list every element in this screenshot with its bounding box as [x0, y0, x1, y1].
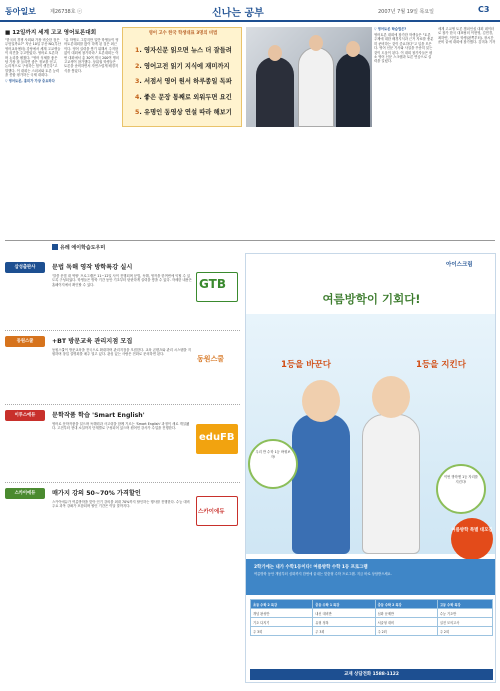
ad-slogan-right: 1등을 지킨다 — [416, 360, 466, 370]
table-header-cell: 중등 수학 1 특강 — [313, 600, 375, 609]
table-header-row — [251, 600, 493, 609]
ad-slogan-left: 1등을 바꾼다 — [281, 360, 331, 370]
listing-tag: 이투스에듀 — [5, 410, 45, 421]
table-cell: 기초 다지기 — [251, 618, 313, 627]
article-column-2 — [64, 38, 120, 238]
table-row — [251, 618, 493, 627]
listing-separator — [5, 482, 240, 483]
table-row — [251, 609, 493, 618]
eduf-logo: eduFB — [196, 424, 238, 454]
ad-course-table — [250, 599, 493, 636]
person-face — [268, 45, 282, 61]
person-face — [309, 35, 323, 51]
listing-separator — [5, 404, 240, 405]
masthead — [0, 0, 500, 22]
ad-phone-bar: 교재 상담전화 1588-1122 — [250, 669, 493, 680]
table-cell: 실전 모의고사 — [437, 618, 492, 627]
ad-illustration — [246, 314, 496, 554]
ad-brand-logo: 아이스크림 — [446, 262, 473, 268]
listing-body: 스카이에듀가 여름방학을 맞아 인기 강의를 최대 70%까지 할인하는 행사를 진행한다. 수능 대비 주요 과목 강좌가 포함되며 할인 기간은 이달 말까지다. — [52, 500, 190, 509]
article-column-1 — [5, 38, 61, 238]
article-paragraph: 영어토론 대회에 참가한 학생들은 "토론 주제에 대한 배경지식과 근거 자료를 충분히 준비하는 것이 중요하다"고 입을 모은다. 영어 신문 기사와 사설을 꾸준히 읽는 것이 도움이 된다. 이 대회 참가자들은 평소 영어 신문 스크랩과 토론 연습으로 실력을 길렀다. — [374, 32, 434, 64]
table-header-cell: 고등 수학 특강 — [437, 600, 492, 609]
students-photo — [246, 27, 372, 127]
listing-title: 문학작품 학습 'Smart English' — [52, 412, 145, 419]
listing-body: 동원스쿨이 방문교육을 전국으로 확대하며 관리지점을 모집한다. 교육 콘텐츠와 관리 시스템을 지원하며 창업 설명회를 매주 열고 있다. 관심 있는 사람은 전화로 문의하면 된다. — [52, 348, 191, 357]
person-figure — [256, 57, 294, 127]
table-cell: 주 3회 — [251, 627, 313, 636]
table-cell: 개념 완성반 — [251, 609, 313, 618]
listing-body: 영어로 문학작품을 읽으며 독해력과 사고력을 함께 기르는 'Smart English' 과정이 새로 개설됐다. 고전부터 현대 소설까지 단계별로 구성되어 있으며 원어민 강사가 수업을 진행한다. — [52, 422, 190, 431]
listing-separator — [5, 330, 240, 331]
listing-title: 문법 독해 영작 방학특강 실시 — [52, 264, 133, 271]
listing-body: '말씀 문법 대 역할' 프로그램은 11~12일 사이 진행되며 문법, 독해, 영작을 한꺼번에 익힐 수 있도록 구성되었다. 학생들은 방학 기간 동안 기초부터 탄탄하게 실력을 쌓을 수 있다. 자세한 내용은 홈페이지에서 확인할 수 있다. — [52, 274, 192, 287]
issue-date: 2007년 7월 19일 목요일 — [378, 9, 435, 15]
section-marker-icon — [52, 244, 58, 250]
ad-band-title: 2학기에는 내가 수학1등이다! 여름방학 수학 1등 프로그램 — [254, 565, 368, 570]
boy-left-face — [302, 380, 340, 422]
listing-title: +BT 방문교육 관리지점 모집 — [52, 338, 133, 345]
ad-promo-badge: 여름방학 특별 대모집 — [451, 518, 493, 560]
skyedu-logo: 스카이에듀 — [196, 496, 238, 526]
tip-item: 2. 영어고전 읽기 지식에 재미까지 — [135, 62, 230, 70]
ad-headline: 여름방학이 기회다! — [322, 292, 421, 306]
article-paragraph: "한국의 경쟁 사회와 가장 비슷한 점은 무엇일까요?" 지난 10일 부산 NC(부산 영어교육센터) 강당에서 세계 고교생들이 의견을 주고받았다. 영어로 토론하며 논리를 펼쳤다. "영어 식체를 좋은 답 가장 잘 들리면 좋은 정보를 얻고, 논리적으로 구성하는 힘이 생긴다"고 말했다. 이 대회는 스피치와 토론 능력을 종합 평가하는 국제 대회다. — [5, 38, 61, 78]
table-cell: 수능 기초반 — [437, 609, 492, 618]
table-cell: 주 3회 — [313, 627, 375, 636]
boy-right-figure — [362, 414, 420, 554]
page-number: C3 — [478, 5, 490, 14]
paper-name: 동아일보 — [5, 7, 36, 16]
article-subhead: ▽ 영어토론, 흥미가 가장 중요하다 — [5, 79, 55, 84]
ad-info-band — [246, 559, 496, 595]
article-subhead: ▽ 영어토론 학습법은? — [374, 27, 407, 31]
gtb-logo: GTB — [196, 272, 238, 302]
tips-list — [135, 43, 232, 121]
table-header-cell: 초등 수학 2 특강 — [251, 600, 313, 609]
table-header-cell: 중등 수학 2 특강 — [375, 600, 437, 609]
table-cell: 서술형 대비 — [375, 618, 437, 627]
ad-band-body: 여름방학 동안 개념부터 심화까지 한번에 끝내는 맞춤형 수학 프로그램. 지금 바로 상담받으세요. — [254, 572, 392, 576]
tip-item: 4. 좋은 문장 통째로 외워두면 요긴 — [135, 93, 232, 101]
tip-item: 1. 영자신문 읽으면 뉴스 더 잘들려 — [135, 47, 232, 54]
dongwon-school-logo: 동원스쿨 — [196, 346, 238, 376]
boy-left-figure — [292, 414, 350, 554]
tips-callout — [122, 27, 242, 127]
article-paragraph: "유 학생도 그렇지만 일반 학생들이 영어토론대회를 많이 하게 된 것은 최근이다. 영어 실력을 쌓기 위해서 주저함 없이 대회에 참가하라." 토론대회는 이번 대회에서 총 30여 개국 200여 명의 고교생이 참가했다. 상위권 학생들은 토론을 준비하면서 자연스럽게 배경지식을 쌓았다. — [64, 38, 119, 73]
section-title: 신나는 공부 — [212, 8, 264, 19]
ad-header — [246, 254, 496, 282]
table-cell: 주 2회 — [375, 627, 437, 636]
issue-number: 제26738호 ⓒ — [50, 9, 83, 15]
person-figure — [298, 47, 334, 127]
table-cell: 유형 정복 — [313, 618, 375, 627]
article-headline: ■ 12일까지 세계 고교 영어토론대회 — [5, 30, 97, 36]
callout-title: 영어 고수 한국 학생대표 3명의 비법 — [148, 31, 218, 36]
listing-title: 매가지 강의 50~70% 가격할인 — [52, 490, 141, 497]
table-cell: 주 2회 — [437, 627, 492, 636]
ad-bubble-left: 우리 반 수학 1등 바꿔보자! — [248, 439, 298, 489]
photo-caption: 세계 고교생 토론 챔피언십 대회 데이터로 참가 한국 대표팀의 이현영, 김민경, 최하얀, 이민호 학생(왼쪽부터). 장시간 준비 끝에 대회에 참가했다. 김미옥 기자 — [438, 27, 496, 45]
listing-tag: 삼성출판사 — [5, 262, 45, 273]
listing-tag: 동원스쿨 — [5, 336, 45, 347]
person-figure — [336, 53, 370, 127]
section-header: 유레 에이학습도우미 — [52, 244, 105, 251]
section-divider — [5, 240, 495, 241]
table-row — [251, 627, 493, 636]
table-cell: 내신 대비반 — [313, 609, 375, 618]
ad-bubble-right: 이번 방학엔 1등 자리를 지킨다! — [436, 464, 486, 514]
table-cell: 심화 문제반 — [375, 609, 437, 618]
tip-item: 3. 서점서 영어 원서 하루종일 독파 — [135, 78, 232, 85]
boy-right-face — [372, 376, 410, 418]
tip-item: 5. 유명인 동영상 연설 따라 해보기 — [135, 109, 232, 116]
listing-tag: 스카이에듀 — [5, 488, 45, 499]
article-column-3 — [374, 27, 434, 227]
math-ad — [245, 253, 496, 683]
person-face — [346, 41, 360, 57]
